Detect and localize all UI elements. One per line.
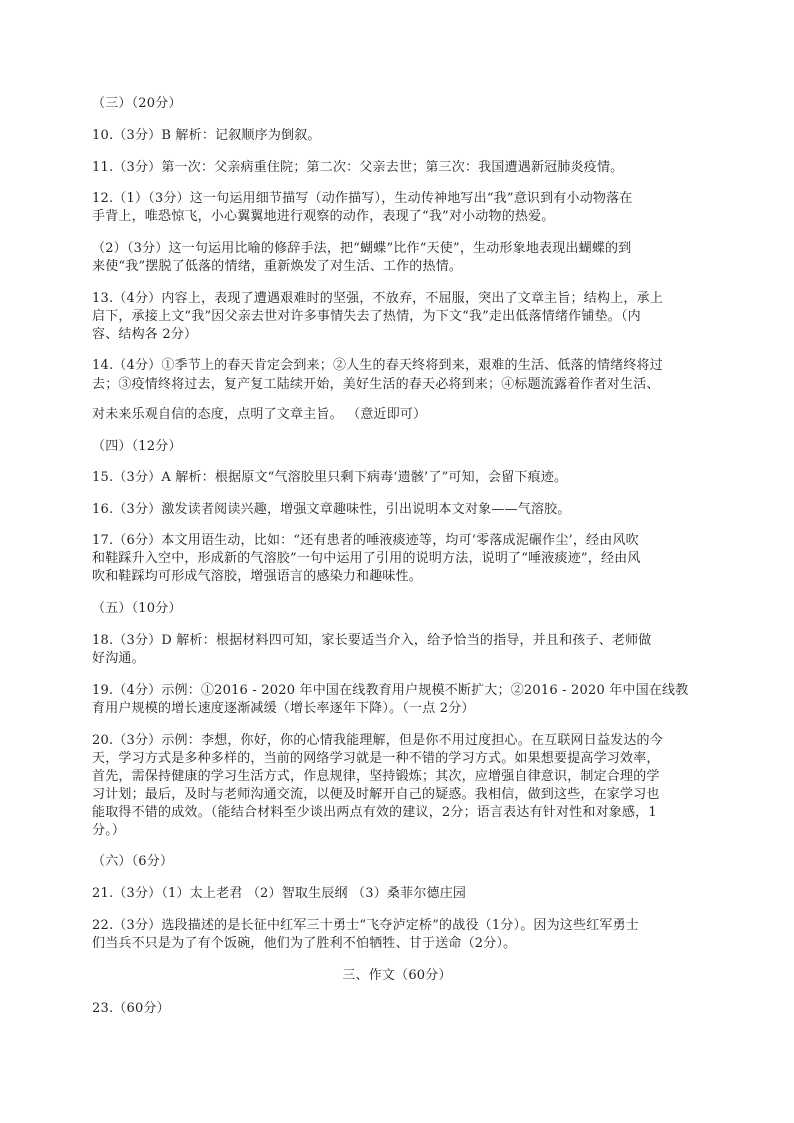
- answer-22-line-2: 们当兵不只是为了有个饭碗，他们为了胜利不怕牺牲、甘于送命（2分）。: [92, 936, 517, 951]
- answer-10: 10.（3分）B 解析：记叙顺序为倒叙。: [92, 128, 321, 143]
- answer-15: 15.（3分）A 解析：根据原文“气溶胶里只剩下病毒‘遗骸’了”可知，会留下痕迹。: [92, 470, 568, 485]
- answer-14-line-1: 14.（4分）①季节上的春天肯定会到来；②人生的春天终将到来，艰难的生活、低落的情绪终将过: [92, 358, 663, 373]
- answer-20-line-5: 能取得不错的成效。（能结合材料至少谈出两点有效的建议，2分；语言表达有针对性和对象感，1: [92, 805, 657, 820]
- answer-14-line-3: 对未来乐观自信的态度，点明了文章主旨。 （意近即可）: [92, 407, 427, 422]
- answer-12-1-line-2: 手背上，唯恐惊飞，小心翼翼地进行观察的动作，表现了“我”对小动物的热爱。: [92, 209, 555, 224]
- answer-19-line-1: 19.（4分）示例：①2016 - 2020 年中国在线教育用户规模不断扩大；②2016 - 2020 年中国在线教: [92, 683, 689, 698]
- section-five-heading: （五）（10分）: [92, 601, 182, 616]
- answer-14-line-2: 去；③疫情终将过去，复产复工陆续开始，美好生活的春天必将到来；④标题流露着作者对生活、: [92, 377, 660, 392]
- answer-19-line-2: 育用户规模的增长速度逐渐减缓（增长率逐年下降）。（一点 2分）: [92, 701, 475, 716]
- section-four-heading: （四）（12分）: [92, 439, 182, 454]
- answer-20-line-1: 20.（3分）示例：李想，你好，你的心情我能理解，但是你不用过度担心。在互联网日益发达的今: [92, 733, 663, 748]
- answer-13-line-1: 13.（4分）内容上，表现了遭遇艰难时的坚强，不放弃，不屈服，突出了文章主旨；结构上，承上: [92, 291, 663, 306]
- answer-12-2-line-1: （2）（3分）这一句运用比喻的修辞手法，把“蝴蝶”比作“天使”，生动形象地表现出蝴蝶的到: [92, 241, 632, 256]
- answer-20-line-4: 习计划；最后，及时与老师沟通交流，以便及时解开自己的疑惑。我相信，做到这些，在家学习也: [92, 787, 660, 802]
- answer-11: 11.（3分）第一次：父亲病重住院；第二次：父亲去世；第三次：我国遭遇新冠肺炎疫情。: [92, 160, 624, 175]
- part-three-heading: 三、作文（60分）: [342, 968, 452, 983]
- answer-17-line-3: 吹和鞋踩均可形成气溶胶，增强语言的感染力和趣味性。: [92, 569, 423, 584]
- answer-13-line-2: 启下，承接上文“我”因父亲去世对许多事情失去了热情，为下文“我”走出低落情绪作铺垫。（内: [92, 309, 641, 324]
- answer-23: 23.（60分）: [92, 1001, 170, 1016]
- answer-18-line-1: 18.（3分）D 解析：根据材料四可知，家长要适当介入，给予恰当的指导，并且和孩子、老师做: [92, 633, 652, 648]
- answer-20-line-3: 首先，需保持健康的学习生活方式，作息规律，坚持锻炼；其次，应增强自律意识，制定合理的学: [92, 769, 660, 784]
- answer-22-line-1: 22.（3分）选段描述的是长征中红军三十勇士“飞夺泸定桥”的战役（1分）。因为这些红军勇士: [92, 918, 640, 933]
- section-six-heading: （六）（6分）: [92, 854, 174, 869]
- section-three-heading: （三）（20分）: [92, 96, 182, 111]
- answer-12-2-line-2: 来使“我”摆脱了低落的情绪，重新焕发了对生活、工作的热情。: [92, 259, 463, 274]
- answer-12-1-line-1: 12.（1）（3分）这一句运用细节描写（动作描写），生动传神地写出“我”意识到有小动物落在: [92, 191, 633, 206]
- answer-21: 21.（3分）（1）太上老君 （2）智取生辰纲 （3）桑菲尔德庄园: [92, 886, 467, 901]
- answer-17-line-2: 和鞋踩升入空中，形成新的气溶胶”一句中运用了引用的说明方法，说明了“唾液痰迹”，经由风: [92, 551, 641, 566]
- answer-20-line-6: 分。）: [92, 823, 126, 838]
- answer-18-line-2: 好沟通。: [92, 651, 145, 666]
- answer-20-line-2: 天，学习方式是多种多样的，当前的网络学习就是一种不错的学习方式。如果想要提高学习效率，: [92, 751, 660, 766]
- answer-13-line-3: 容、结构各 2分）: [92, 327, 198, 342]
- answer-17-line-1: 17.（6分）本文用语生动，比如：“还有患者的唾液痰迹等，均可‘零落成泥碾作尘’，经由风吹: [92, 533, 639, 548]
- answer-16: 16.（3分）激发读者阅读兴趣，增强文章趣味性，引出说明本文对象——气溶胶。: [92, 502, 571, 517]
